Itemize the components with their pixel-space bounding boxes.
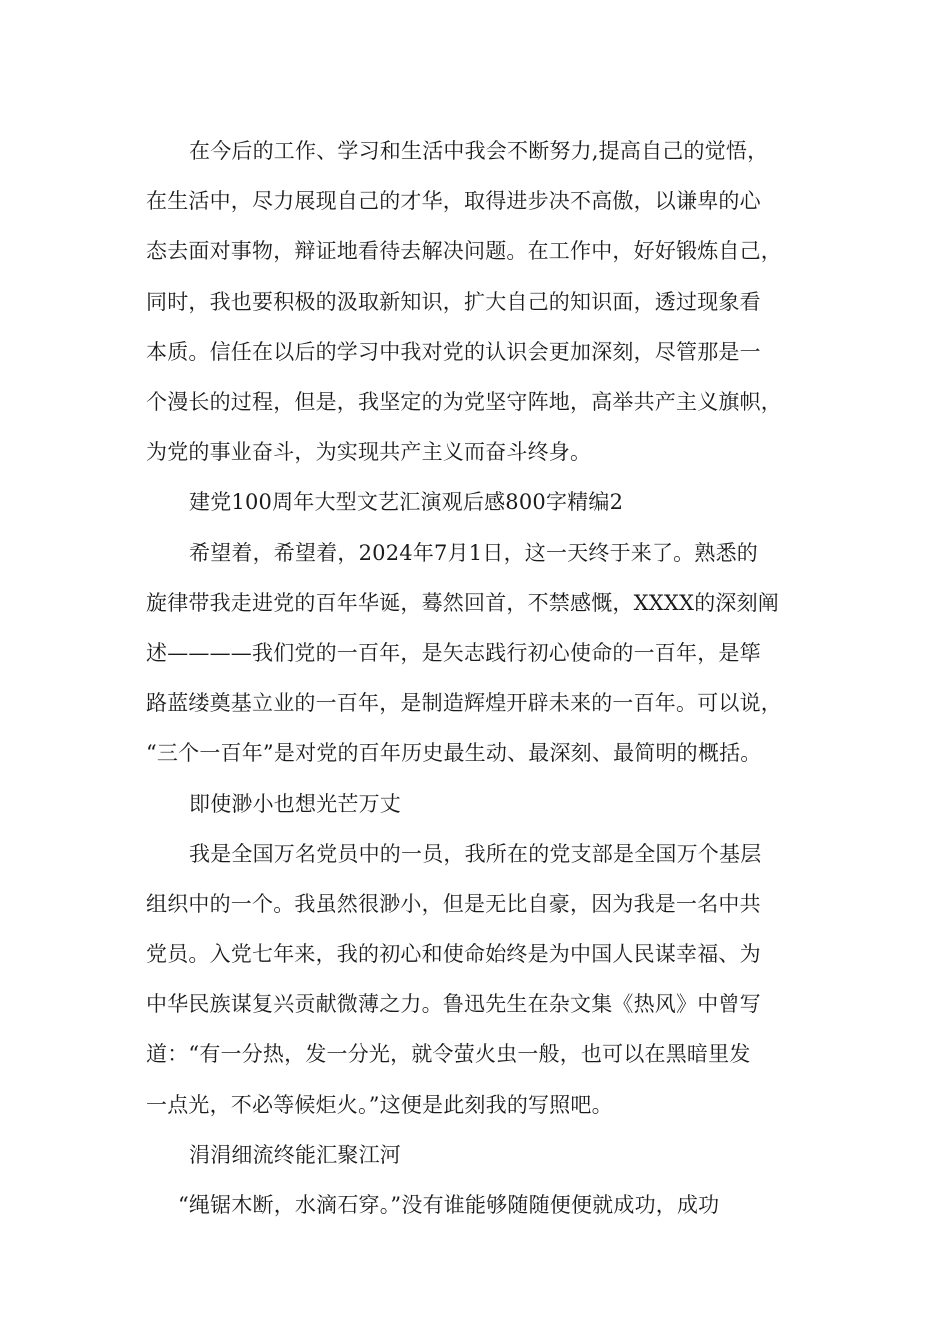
section-heading: 建党100周年大型文艺汇演观后感800字精编2	[189, 490, 624, 514]
paragraph-line: 在今后的工作、学习和生活中我会不断努力,提高自己的觉悟，	[189, 139, 769, 163]
paragraph-line: 述————我们党的一百年，是矢志践行初心使命的一百年，是筚	[146, 641, 761, 665]
paragraph-line: 为党的事业奋斗，为实现共产主义而奋斗终身。	[146, 440, 592, 464]
paragraph-line: 我是全国万名党员中的一员，我所在的党支部是全国万个基层	[189, 842, 762, 866]
paragraph-line: 一点光，不必等候炬火。”这便是此刻我的写照吧。	[146, 1093, 613, 1117]
paragraph-line: “绳锯木断，水滴石穿。”没有谁能够随随便便就成功，成功	[178, 1193, 720, 1217]
paragraph-line: 个漫长的过程，但是，我坚定的为党坚守阵地，高举共产主义旗帜，	[146, 390, 782, 414]
paragraph-line: 路蓝缕奠基立业的一百年，是制造辉煌开辟未来的一百年。可以说，	[146, 691, 782, 715]
section-heading: 涓涓细流终能汇聚江河	[189, 1143, 401, 1167]
paragraph-line: 道：“有一分热，发一分光，就令萤火虫一般，也可以在黑暗里发	[146, 1042, 751, 1066]
paragraph-line: 本质。信任在以后的学习中我对党的认识会更加深刻，尽管那是一	[146, 340, 761, 364]
paragraph-line: 在生活中，尽力展现自己的才华，取得进步决不高傲，以谦卑的心	[146, 189, 761, 213]
paragraph-line: 组织中的一个。我虽然很渺小，但是无比自豪，因为我是一名中共	[146, 892, 761, 916]
section-heading: 即使渺小也想光芒万丈	[189, 792, 401, 816]
paragraph-line: 中华民族谋复兴贡献微薄之力。鲁迅先生在杂文集《热风》中曾写	[146, 992, 761, 1016]
paragraph-line: 同时，我也要积极的汲取新知识，扩大自己的知识面，透过现象看	[146, 290, 761, 314]
paragraph-line: 希望着，希望着，2024年7月1日，这一天终于来了。熟悉的	[189, 541, 758, 565]
paragraph-line: 旋律带我走进党的百年华诞，蓦然回首，不禁感慨，XXXX的深刻阐	[146, 591, 779, 615]
paragraph-line: 态去面对事物，辩证地看待去解决问题。在工作中，好好锻炼自己，	[146, 239, 782, 263]
paragraph-line: “三个一百年”是对党的百年历史最生动、最深刻、最简明的概括。	[146, 741, 762, 765]
paragraph-line: 党员。入党七年来，我的初心和使命始终是为中国人民谋幸福、为	[146, 942, 761, 966]
